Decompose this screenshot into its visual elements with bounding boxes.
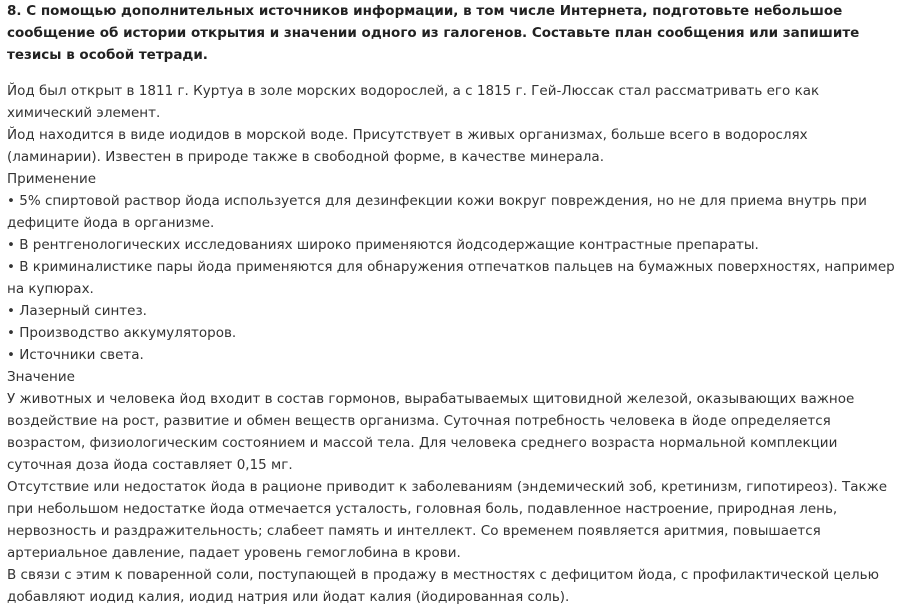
application-item: • В рентгенологических исследованиях широко применяются йодсодержащие контрастные препараты. [7, 237, 759, 253]
application-item: • В криминалистике пары йода применяются для обнаружения отпечатков пальцев на бумажных поверхностях, например на купюрах. [7, 259, 895, 297]
application-heading: Применение [7, 171, 97, 187]
application-item: • Лазерный синтез. [7, 303, 147, 319]
intro-paragraph-discovery: Йод был открыт в 1811 г. Куртуа в золе морских водорослей, а с 1815 г. Гей-Люссак стал рассматривать его как химический элемент. [7, 83, 820, 121]
answer-block [7, 80, 900, 608]
application-item: • 5% спиртовой раствор йода используется для дезинфекции кожи вокруг повреждения, но не для приема внутрь при дефиците йода в организме. [7, 193, 867, 231]
application-item: • Производство аккумуляторов. [7, 325, 237, 341]
intro-paragraph-occurrence: Йод находится в виде иодидов в морской воде. Присутствует в живых организмах, больше всего в водорослях (ламинарии). Известен в природе также в свободной форме, в качестве минерала. [7, 127, 808, 165]
significance-paragraph-deficiency: Отсутствие или недостаток йода в рационе приводит к заболеваниям (эндемический зоб, кретинизм, гипотиреоз). Также при небольшом недостатке йода отмечается усталость, головная боль, подавленное настроение, природная лень, нервозность и раздражительность; слабеет память и интеллект. Со временем появляется аритмия, повышается артериальное давление, падает уровень гемоглобина в крови. [7, 479, 888, 561]
significance-paragraph-hormones: У животных и человека йод входит в состав гормонов, вырабатываемых щитовидной железой, оказывающих важное воздействие на рост, развитие и обмен веществ организма. Суточная потребность человека в йоде определяется возрастом, физиологическим состоянием и массой тела. Для человека среднего возраста нормальной комплекции суточная доза йода составляет 0,15 мг. [7, 391, 855, 473]
task-statement: 8. С помощью дополнительных источников информации, в том числе Интернета, подготовьте небольшое сообщение об истории открытия и значении одного из галогенов. Составьте план сообщения или запишите тезисы в особой тетради. [7, 3, 860, 63]
significance-heading: Значение [7, 369, 75, 385]
significance-paragraph-iodized-salt: В связи с этим к поваренной соли, поступающей в продажу в местностях с дефицитом йода, с профилактической целью добавляют иодид калия, иодид натрия или йодат калия (йодированная соль). [7, 567, 879, 605]
application-item: • Источники света. [7, 347, 144, 363]
